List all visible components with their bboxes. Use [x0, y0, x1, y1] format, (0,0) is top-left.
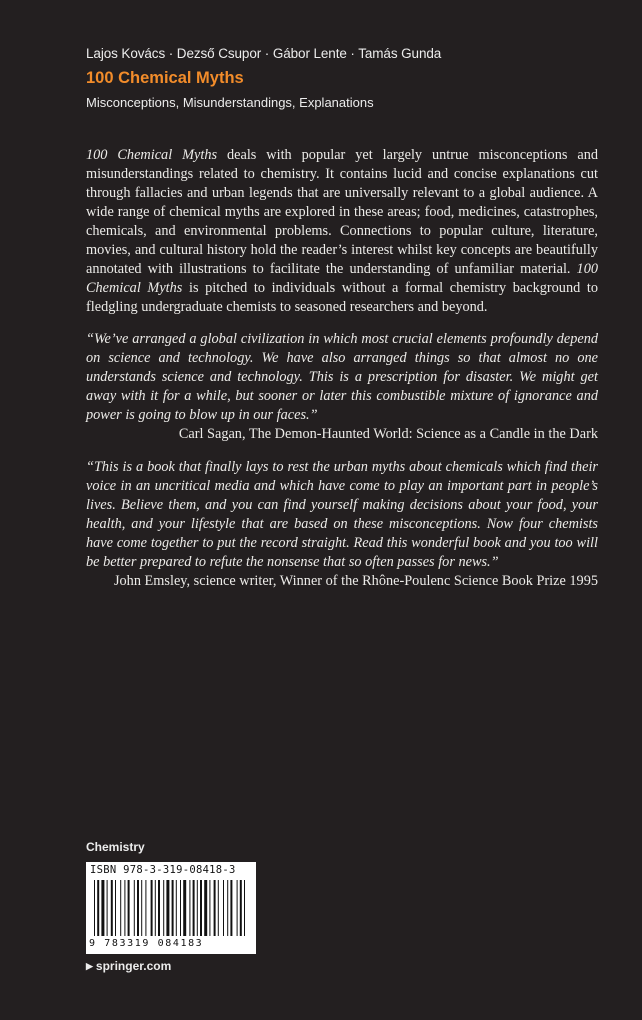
barcode-bar	[218, 880, 219, 936]
barcode-bars	[92, 880, 250, 938]
barcode-bar	[124, 880, 125, 936]
quote-attribution: John Emsley, science writer, Winner of the Rhône-Poulenc Science Book Prize 1995	[113, 573, 598, 589]
barcode-bar	[166, 880, 169, 936]
barcode-bar	[145, 880, 146, 936]
barcode-bar	[227, 880, 228, 936]
barcode-bar	[183, 880, 186, 936]
isbn-number: ISBN 978-3-319-08418-3	[90, 864, 236, 876]
book-title: 100 Chemical Myths	[86, 69, 244, 87]
barcode-bar	[230, 880, 232, 936]
description-text: is pitched to individuals without a formal chemistry background to fledgling undergraduate chemists to seasoned researchers and beyond.	[86, 280, 598, 315]
quote-text: “This is a book that finally lays to rest the urban myths about chemicals which find their voice in an uncritical media and which have come to play an important part in people’s lives. Believe them, and you can find yourself making decisions about your food, your health, and your lifestyle that are based on these misconceptions. Now four chemists have come together to put the record straight. Read this wonderful book and you too will be better prepared to refute the nonsense that so often passes for news.”	[86, 459, 598, 570]
barcode-bar	[128, 880, 130, 936]
barcode-bar	[209, 880, 210, 936]
publisher-website[interactable]	[86, 959, 171, 973]
barcode-bar	[134, 880, 135, 936]
barcode-bar	[141, 880, 142, 936]
barcode-bar	[193, 880, 195, 936]
description-text: deals with popular yet largely untrue misconceptions and misunderstandings related to chemistry. It contains lucid and concise explanations cut through fallacies and urban legends that are universally relevant to a global audience. A wide range of chemical myths are explored in these areas; food, medicines, catastrophes, chemicals, and environmental problems. Connections to popular culture, literature, movies, and cultural history hold the reader’s interest whilst key concepts are beautifully annotated with illustrations to facilitate the understanding of unfamiliar material.	[86, 147, 598, 277]
isbn-barcode	[86, 862, 256, 954]
description-paragraph	[86, 146, 598, 317]
barcode-bar	[151, 880, 153, 936]
description-title-ref: 100 Chemical Myths	[86, 261, 598, 296]
barcode-bar	[223, 880, 224, 936]
barcode-bar	[244, 880, 245, 936]
quote-attribution: Carl Sagan, The Demon-Haunted World: Science as a Candle in the Dark	[178, 426, 598, 442]
barcode-bar	[158, 880, 160, 936]
barcode-bar	[97, 880, 99, 936]
barcode-bar	[189, 880, 190, 936]
book-subtitle: Misconceptions, Misunderstandings, Explanations	[86, 95, 374, 110]
quote-block	[86, 330, 598, 444]
authors-line: Lajos Kovács · Dezső Csupor · Gábor Lente · Tamás Gunda	[86, 46, 442, 61]
barcode-bar	[107, 880, 108, 936]
barcode-bar	[200, 880, 202, 936]
description-title-ref: 100 Chemical Myths	[86, 147, 218, 163]
barcode-bar	[204, 880, 207, 936]
barcode-bar	[172, 880, 174, 936]
barcode-bar	[137, 880, 139, 936]
barcode-bar	[101, 880, 104, 936]
barcode-bar	[155, 880, 156, 936]
quote-block	[86, 458, 598, 591]
barcode-bar	[163, 880, 164, 936]
barcode-bar	[176, 880, 177, 936]
website-label: springer.com	[95, 959, 172, 973]
barcode-bar	[237, 880, 238, 936]
ean-number: 9 783319 084183	[89, 938, 204, 949]
barcode-bar	[115, 880, 116, 936]
subject-category: Chemistry	[86, 840, 145, 854]
barcode-bar	[214, 880, 216, 936]
barcode-bar	[94, 880, 95, 936]
barcode-bar	[111, 880, 113, 936]
barcode-bar	[120, 880, 121, 936]
barcode-bar	[240, 880, 242, 936]
barcode-bar	[180, 880, 181, 936]
triangle-arrow-icon: ▶	[86, 961, 93, 971]
barcode-bar	[197, 880, 198, 936]
quote-text: “We’ve arranged a global civilization in which most crucial elements profoundly depend on science and technology. We have also arranged things so that almost no one understands science and technology. This is a prescription for disaster. We might get away with it for a while, but sooner or later this combustible mixture of ignorance and power is going to blow up in our faces.”	[86, 331, 598, 423]
